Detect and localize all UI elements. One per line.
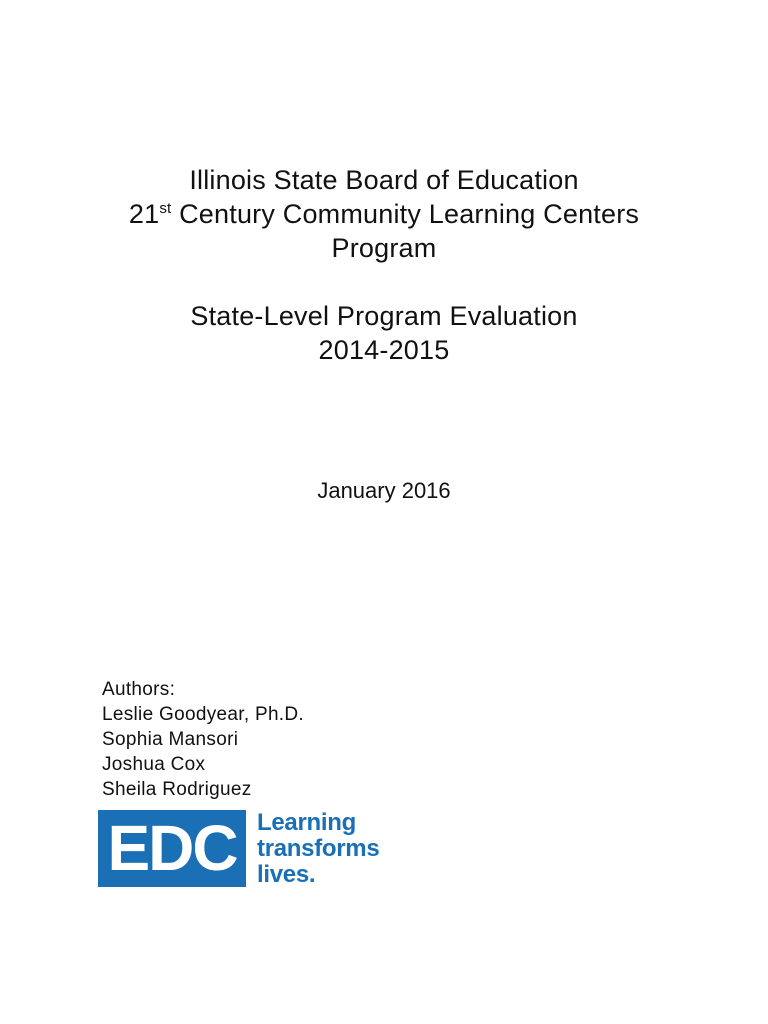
report-title [0, 163, 768, 367]
title-line-years: 2014-2015 [318, 335, 450, 365]
tagline-line: lives. [257, 861, 316, 888]
title-line-evaluation: State-Level Program Evaluation [190, 301, 578, 331]
author-name: Sophia Mansori [102, 729, 239, 750]
title-line-program-word: Program [331, 233, 437, 263]
tagline-line: transforms [257, 835, 380, 862]
edc-logo-mark [98, 810, 246, 887]
title-ordinal-number: 21 [128, 199, 160, 229]
edc-tagline [257, 810, 379, 888]
author-name: Sheila Rodriguez [102, 779, 252, 800]
edc-logo-text: EDC [107, 812, 237, 884]
edc-logo [98, 810, 398, 888]
title-program-name: Century Community Learning Centers [171, 199, 640, 229]
title-spacer [0, 265, 768, 299]
publication-date: January 2016 [317, 478, 451, 503]
authors-block [102, 677, 304, 802]
tagline-line: Learning [257, 809, 356, 836]
title-line-program [0, 197, 768, 231]
title-line-agency: Illinois State Board of Education [189, 165, 579, 195]
authors-label: Authors: [102, 679, 176, 700]
author-name: Leslie Goodyear, Ph.D. [102, 704, 304, 725]
title-ordinal-suffix: st [159, 200, 172, 217]
author-name: Joshua Cox [102, 754, 206, 775]
